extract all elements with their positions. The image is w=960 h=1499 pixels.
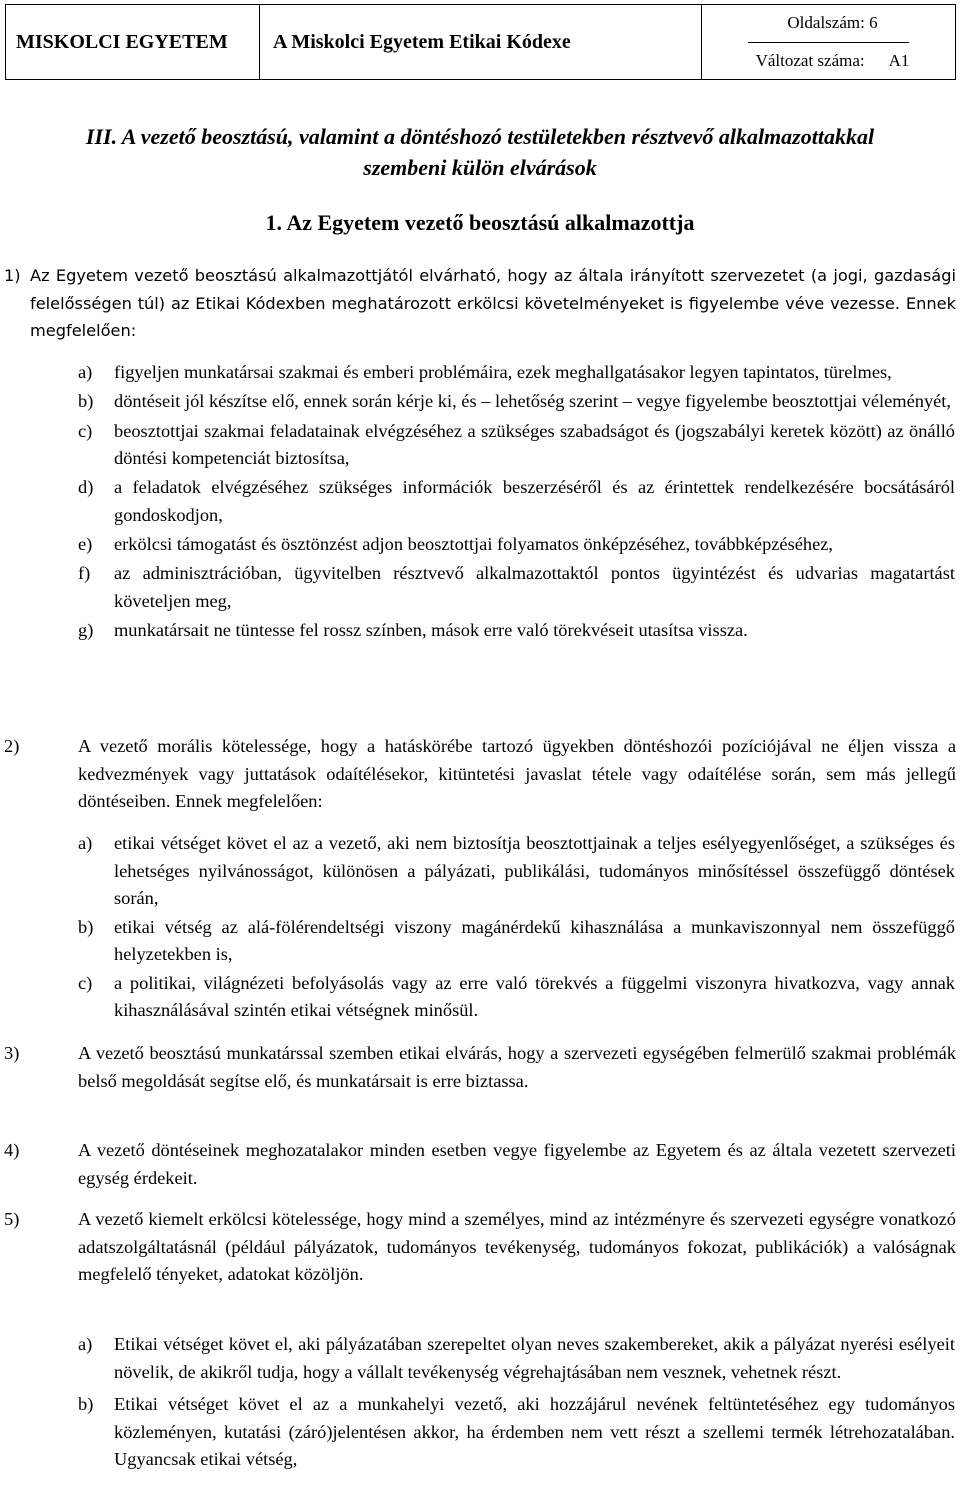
list-item xyxy=(78,474,955,529)
document-meta xyxy=(702,5,955,79)
paragraph-number: 2) xyxy=(4,736,20,756)
paragraph-number: 1) xyxy=(4,266,21,285)
paragraph-text: Az Egyetem vezető beosztású alkalmazottjától elvárható, hogy az általa irányított szervezetet (a jogi, gazdasági felelősségen túl) az Etikai Kódexben meghatározott erkölcsi követelményeket is figyelembe véve vezesse. Ennek megfelelően: xyxy=(30,266,956,340)
paragraph-text: A vezető döntéseinek meghozatalakor minden esetben vegye figyelembe az Egyetem és az általa vezetett szervezeti egység érdekeit. xyxy=(78,1140,956,1188)
paragraph-text: A vezető beosztású munkatárssal szemben etikai elvárás, hogy a szervezeti egységében felmerülő szakmai problémák belső megoldását segítse elő, és munkatársait is erre biztassa. xyxy=(78,1043,956,1091)
item-text: munkatársait ne tüntesse fel rossz színben, mások erre való törekvéseit utasítsa vissza. xyxy=(114,620,748,641)
list-item xyxy=(78,970,955,1025)
item-label: b) xyxy=(78,391,94,412)
list-item xyxy=(78,560,955,615)
version-label: Változat száma: xyxy=(755,50,865,70)
paragraph-1 xyxy=(4,262,956,345)
list-item xyxy=(78,359,955,387)
item-text: erkölcsi támogatást és ösztönzést adjon beosztottjai folyamatos önképzéséhez, továbbképzéséhez, xyxy=(114,534,834,555)
list-item xyxy=(78,388,955,416)
item-label: c) xyxy=(78,420,93,441)
item-label: a) xyxy=(78,1334,93,1354)
list-item xyxy=(78,1331,955,1386)
item-label: a) xyxy=(78,362,93,382)
item-text: döntéseit jól készítse elő, ennek során kérje ki, és – lehetőség szerint – vegye figyelembe beosztottjai véleményét, xyxy=(114,391,952,412)
paragraph-number: 3) xyxy=(4,1043,20,1063)
page-number: Oldalszám: 6 xyxy=(787,13,878,33)
item-text: figyeljen munkatársai szakmai és emberi problémáira, ezek meghallgatásakor legyen tapintatos, türelmes, xyxy=(114,362,892,382)
document-header xyxy=(5,4,956,80)
section-title-line-1: III. A vezető beosztású, valamint a döntéshozó testületekben résztvevő alkalmazottakkal xyxy=(85,124,875,149)
item-text: etikai vétség az alá-fölérendeltségi viszony magánérdekű kihasználása a munkaviszonnyal nem összefüggő helyzetekben is, xyxy=(114,916,955,964)
paragraph-1-list xyxy=(78,359,955,647)
item-label: b) xyxy=(78,916,94,937)
item-label: d) xyxy=(78,477,94,498)
item-text: etikai vétséget követ el az a vezető, aki nem biztosítja beosztottjainak a teljes esélyegyenlőséget, a szükséges és lehetséges nyilvánosságot, különösen a pályázati, publikálási, tudományos minősítéssel összefüggő döntések során, xyxy=(114,833,955,908)
item-label: b) xyxy=(78,1394,94,1414)
list-item xyxy=(78,617,955,645)
item-label: f) xyxy=(78,563,91,584)
item-text: Etikai vétséget követ el, aki pályázatában szerepeltet olyan neves szakembereket, akik a pályázat nyerési esélyeit növelik, de akikről tudja, hogy a vállalt tevékenység végrehajtásában nem vesznek, vehetnek részt. xyxy=(114,1334,955,1382)
version-value: A1 xyxy=(888,50,910,70)
item-label: e) xyxy=(78,534,93,555)
list-item xyxy=(78,418,955,473)
document-title: A Miskolci Egyetem Etikai Kódexe xyxy=(260,5,702,79)
item-text: a feladatok elvégzéséhez szükséges információk beszerzéséről és az érintettek rendelkezésére bocsátásáról gondoskodjon, xyxy=(114,477,955,525)
subsection-title: 1. Az Egyetem vezető beosztású alkalmazottja xyxy=(265,210,695,235)
paragraph-number: 4) xyxy=(4,1140,20,1160)
item-text: Etikai vétséget követ el az a munkahelyi vezető, aki hozzájárul nevének feltüntetéséhez egy tudományos közleményen, kutatási (záró)jelentésen akkor, ha érdemben nem vett részt a szellemi termék létrehozatalában. Ugyancsak etikai vétség, xyxy=(114,1394,955,1469)
item-label: c) xyxy=(78,972,93,993)
item-text: az adminisztrációban, ügyvitelben résztvevő alkalmazottaktól pontos ügyintézést és udvarias magatartást követeljen meg, xyxy=(114,563,955,611)
list-item xyxy=(78,914,955,969)
item-text: a politikai, világnézeti befolyásolás vagy az erre való törekvés a függelmi viszonyra hivatkozva, vagy annak kihasználásával szintén etikai vétségnek minősül. xyxy=(114,972,955,1020)
paragraph-3 xyxy=(4,1040,956,1095)
organization-name: MISKOLCI EGYETEM xyxy=(6,5,260,79)
list-item xyxy=(78,830,955,913)
item-label: a) xyxy=(78,833,93,853)
item-label: g) xyxy=(78,620,94,641)
paragraph-text: A vezető morális kötelessége, hogy a hatáskörébe tartozó ügyekben döntéshozói pozíciójával ne éljen vissza a kedvezmények vagy juttatások odaítélésekor, kitüntetési javaslat tétele vagy odaítélése során, sem más jellegű döntéseiben. Ennek megfelelően: xyxy=(78,736,956,811)
paragraph-2-list xyxy=(78,830,955,1026)
list-item xyxy=(78,531,955,559)
paragraph-number: 5) xyxy=(4,1209,20,1229)
paragraph-2 xyxy=(4,733,956,816)
list-item xyxy=(78,1391,955,1474)
paragraph-5 xyxy=(4,1206,956,1289)
section-title-line-2: szembeni külön elvárások xyxy=(363,155,597,180)
paragraph-text: A vezető kiemelt erkölcsi kötelessége, hogy mind a személyes, mind az intézményre és szervezeti egységre vonatkozó adatszolgáltatásnál (például pályázatok, tudományos tevékenység, tudományos fokozat, publikációk) a valóságnak megfelelő tényeket, adatokat közöljön. xyxy=(78,1209,956,1284)
paragraph-5-list xyxy=(78,1331,955,1479)
item-text: beosztottjai szakmai feladatainak elvégzéséhez a szükséges szabadságot és (jogszabályi keretek között) az önálló döntési kompetenciát biztosítsa, xyxy=(114,420,955,469)
version-row xyxy=(748,42,910,80)
paragraph-4 xyxy=(4,1137,956,1192)
